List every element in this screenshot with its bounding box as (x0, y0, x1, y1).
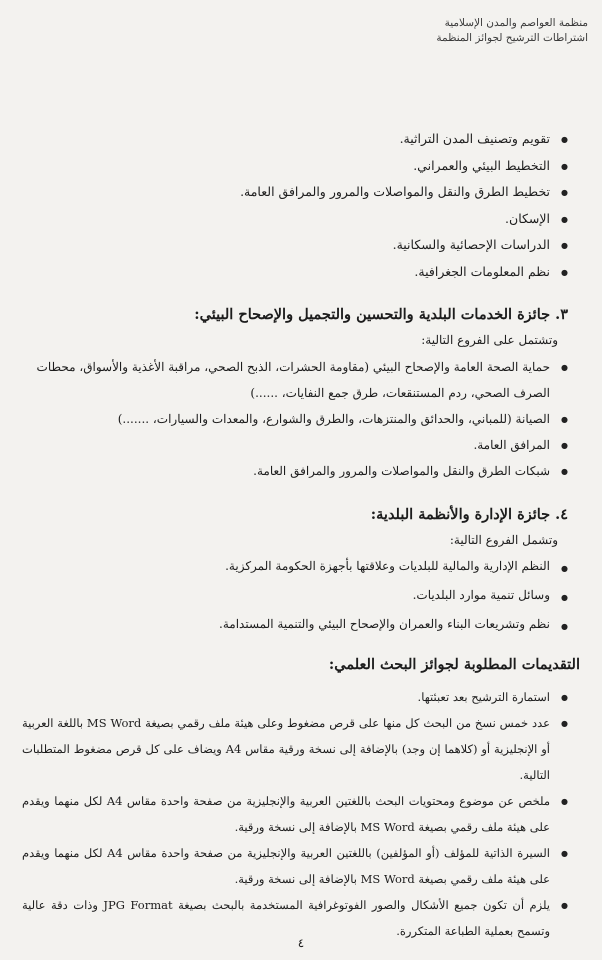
list-item: ● ملخص عن موضوع ومحتويات البحث باللغتين العربية والإنجليزية من صفحة واحدة مقاس A4 لكل منهما ويقدم على هيئة ملف رقمي بصيغة MS Word بالإضافة إلى نسخة ورقية. (22, 788, 568, 840)
list-item: ● نظم وتشريعات البناء والعمران والإصحاح البيئي والتنمية المستدامة. (22, 610, 568, 639)
page-number: ٤ (297, 936, 305, 950)
list-item: ● شبكات الطرق والنقل والمواصلات والمرور والمرافق العامة. (22, 458, 568, 484)
list-item: ● عدد خمس نسخ من البحث كل منها على قرص مضغوط وعلى هيئة ملف رقمي بصيغة MS Word باللغة العربية أو الإنجليزية أو (كلاهما إن وجد) بالإضافة إلى نسخة ورقية مقاس A4 ويضاف على كل قرص مضغوط المتطلبات التالية. (22, 710, 568, 788)
list-item: ● الصيانة (للمباني، والحدائق والمنتزهات، والطرق والشوارع، والمعدات والسيارات، .......) (22, 406, 568, 432)
list-item: ● وسائل تنمية موارد البلديات. (22, 581, 568, 610)
letterhead (436, 16, 588, 46)
list-item: ● تخطيط الطرق والنقل والمواصلات والمرور والمرافق العامة. (22, 179, 568, 206)
list-item: ● الدراسات الإحصائية والسكانية. (22, 232, 568, 259)
branches-list (22, 126, 568, 285)
list-item: ● الإسكان. (22, 206, 568, 233)
list-item: ● استمارة الترشيح بعد تعبئتها. (22, 684, 568, 710)
section-3-list (22, 354, 568, 484)
submissions-heading: التقديمات المطلوبة لجوائز البحث العلمي: (328, 656, 580, 673)
list-item: ● حماية الصحة العامة والإصحاح البيئي (مقاومة الحشرات، الذبح الصحي، مراقبة الأغذية والأسواق، محطات الصرف الصحي، ردم المستنقعات، طرق جمع النفايات، ......) (22, 354, 568, 406)
list-item: ● يلزم أن تكون جميع الأشكال والصور الفوتوغرافية المستخدمة بالبحث بصيغة JPG Format وذات دقة عالية وتسمح بعملية الطباعة المتكررة. (22, 892, 568, 944)
list-item: ● نظم المعلومات الجغرافية. (22, 259, 568, 286)
list-item: ● السيرة الذاتية للمؤلف (أو المؤلفين) باللغتين العربية والإنجليزية من صفحة واحدة مقاس A4 لكل منهما ويقدم على هيئة ملف رقمي بصيغة MS Word بالإضافة إلى نسخة ورقية. (22, 840, 568, 892)
list-item: ● التخطيط البيئي والعمراني. (22, 153, 568, 180)
section-4-list (22, 552, 568, 639)
section-3-intro: وتشتمل على الفروع التالية: (421, 333, 558, 347)
list-item: ● النظم الإدارية والمالية للبلديات وعلاقتها بأجهزة الحكومة المركزية. (22, 552, 568, 581)
submissions-list (22, 684, 568, 944)
document-subtitle: اشتراطات الترشيح لجوائز المنظمة (436, 32, 588, 44)
section-3-heading: ٣. جائزة الخدمات البلدية والتحسين والتجميل والإصحاح البيئي: (194, 306, 568, 323)
section-4-intro: وتشمل الفروع التالية: (449, 533, 558, 547)
list-item: ● المرافق العامة. (22, 432, 568, 458)
organization-name: منظمة العواصم والمدن الإسلامية (444, 17, 588, 29)
list-item: ● تقويم وتصنيف المدن التراثية. (22, 126, 568, 153)
section-4-heading: ٤. جائزة الإدارة والأنظمة البلدية: (370, 506, 568, 523)
